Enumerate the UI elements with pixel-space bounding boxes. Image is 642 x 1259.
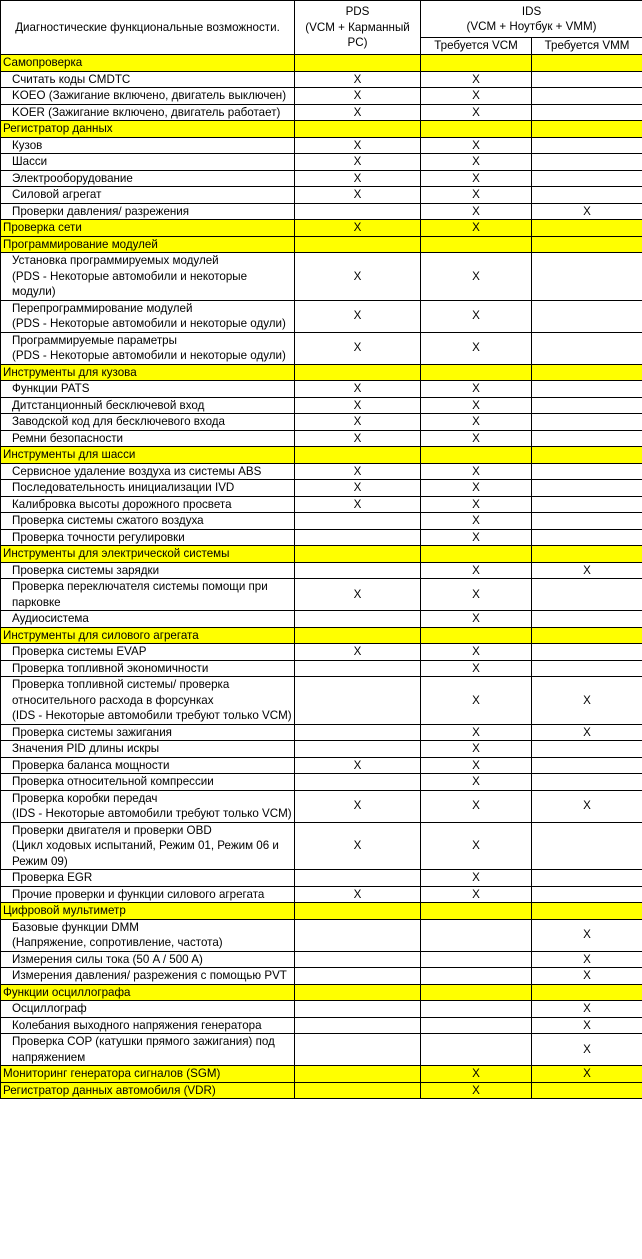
vmm-mark [532, 822, 642, 870]
table-row [1, 154, 642, 171]
vcm-mark: X [421, 480, 532, 497]
feature-name: Проверка относительной компрессии [1, 774, 295, 791]
table-row [1, 170, 642, 187]
table-row [1, 822, 642, 870]
pds-mark [295, 984, 421, 1001]
table-row [1, 757, 642, 774]
pds-mark [295, 903, 421, 920]
vcm-mark: X [421, 579, 532, 611]
vmm-mark [532, 236, 642, 253]
table-row [1, 104, 642, 121]
vcm-mark: X [421, 104, 532, 121]
feature-name: Считать коды CMDTC [1, 71, 295, 88]
vcm-mark: X [421, 71, 532, 88]
vcm-mark: X [421, 513, 532, 530]
table-row [1, 790, 642, 822]
pds-mark: X [295, 170, 421, 187]
section-row [1, 546, 642, 563]
vmm-mark [532, 397, 642, 414]
table-header [1, 1, 642, 55]
vmm-mark [532, 381, 642, 398]
pds-mark: X [295, 496, 421, 513]
table-row [1, 1017, 642, 1034]
table-row [1, 579, 642, 611]
vmm-mark [532, 121, 642, 138]
vcm-mark: X [421, 381, 532, 398]
vmm-mark: X [532, 562, 642, 579]
pds-mark [295, 447, 421, 464]
table-row [1, 463, 642, 480]
feature-name: Перепрограммирование модулей (PDS - Некоторые автомобили и некоторые одули) [1, 300, 295, 332]
vmm-mark [532, 55, 642, 72]
feature-column-header: Диагностические функциональные возможности. [1, 1, 295, 55]
feature-name: Осциллограф [1, 1001, 295, 1018]
table-row [1, 381, 642, 398]
table-row [1, 611, 642, 628]
vmm-mark [532, 430, 642, 447]
feature-name: Программируемые параметры (PDS - Некоторые автомобили и некоторые одули) [1, 332, 295, 364]
vcm-mark: X [421, 529, 532, 546]
vmm-mark [532, 104, 642, 121]
pds-mark [295, 919, 421, 951]
pds-mark: X [295, 187, 421, 204]
table-row [1, 724, 642, 741]
vmm-mark: X [532, 677, 642, 725]
section-title: Самопроверка [1, 55, 295, 72]
vmm-mark [532, 660, 642, 677]
feature-name: Проверка системы сжатого воздуха [1, 513, 295, 530]
table-row [1, 300, 642, 332]
vmm-mark [532, 870, 642, 887]
section-row [1, 903, 642, 920]
vmm-mark [532, 414, 642, 431]
ids-column-header: IDS (VCM + Ноутбук + VMM) [421, 1, 642, 38]
feature-name: KOER (Зажигание включено, двигатель работает) [1, 104, 295, 121]
pds-mark: X [295, 414, 421, 431]
vmm-mark [532, 71, 642, 88]
feature-name: Проверки давления/ разрежения [1, 203, 295, 220]
table-row [1, 397, 642, 414]
vcm-required-header: Требуется VCM [421, 38, 532, 55]
vmm-mark: X [532, 790, 642, 822]
pds-mark [295, 660, 421, 677]
vmm-mark [532, 546, 642, 563]
vcm-mark [421, 968, 532, 985]
section-title: Регистратор данных [1, 121, 295, 138]
pds-mark [295, 1082, 421, 1099]
table-row [1, 203, 642, 220]
table-row [1, 1001, 642, 1018]
pds-mark: X [295, 430, 421, 447]
pds-mark: X [295, 253, 421, 301]
pds-mark [295, 236, 421, 253]
vmm-mark: X [532, 919, 642, 951]
feature-name: Проверка топливной системы/ проверка относительного расхода в форсунках (IDS - Некоторые автомобили требуют только VCM) [1, 677, 295, 725]
pds-mark [295, 562, 421, 579]
vcm-mark [421, 55, 532, 72]
pds-mark [295, 724, 421, 741]
feature-name: Проверка баланса мощности [1, 757, 295, 774]
feature-name: Сервисное удаление воздуха из системы ABS [1, 463, 295, 480]
vcm-mark: X [421, 220, 532, 237]
feature-name: Установка программируемых модулей (PDS - Некоторые автомобили и некоторые модули) [1, 253, 295, 301]
table-row [1, 137, 642, 154]
feature-name: Электрооборудование [1, 170, 295, 187]
table-row [1, 529, 642, 546]
feature-name: Функции PATS [1, 381, 295, 398]
table-row [1, 774, 642, 791]
vcm-mark: X [421, 88, 532, 105]
vcm-mark: X [421, 741, 532, 758]
vmm-mark [532, 220, 642, 237]
section-title: Цифровой мультиметр [1, 903, 295, 920]
table-row [1, 1034, 642, 1066]
vcm-mark: X [421, 332, 532, 364]
vmm-mark [532, 513, 642, 530]
pds-mark [295, 968, 421, 985]
vcm-mark [421, 447, 532, 464]
pds-mark: X [295, 220, 421, 237]
table-body [1, 55, 642, 1099]
vcm-mark: X [421, 414, 532, 431]
table-row [1, 677, 642, 725]
pds-mark: X [295, 88, 421, 105]
pds-mark [295, 364, 421, 381]
section-row [1, 1066, 642, 1083]
vcm-mark: X [421, 724, 532, 741]
pds-mark [295, 1001, 421, 1018]
vcm-mark: X [421, 137, 532, 154]
pds-mark: X [295, 463, 421, 480]
feature-name: Дитстанционный бесключевой вход [1, 397, 295, 414]
feature-name: Прочие проверки и функции силового агрегата [1, 886, 295, 903]
vmm-mark [532, 154, 642, 171]
table-row [1, 968, 642, 985]
pds-mark [295, 529, 421, 546]
section-row [1, 121, 642, 138]
vcm-mark: X [421, 660, 532, 677]
section-title: Программирование модулей [1, 236, 295, 253]
vmm-mark [532, 137, 642, 154]
vcm-mark [421, 546, 532, 563]
vmm-mark [532, 187, 642, 204]
vcm-mark: X [421, 203, 532, 220]
section-title: Инструменты для кузова [1, 364, 295, 381]
section-title: Регистратор данных автомобиля (VDR) [1, 1082, 295, 1099]
table-row [1, 562, 642, 579]
vmm-mark [532, 579, 642, 611]
table-row [1, 414, 642, 431]
table-row [1, 886, 642, 903]
table-row [1, 644, 642, 661]
feature-name: Проверка EGR [1, 870, 295, 887]
section-row [1, 984, 642, 1001]
vcm-mark: X [421, 496, 532, 513]
pds-mark [295, 677, 421, 725]
pds-mark [295, 513, 421, 530]
vmm-mark [532, 463, 642, 480]
feature-name: Проверка точности регулировки [1, 529, 295, 546]
vcm-mark: X [421, 253, 532, 301]
vmm-mark [532, 480, 642, 497]
feature-name: Заводской код для бесключевого входа [1, 414, 295, 431]
vcm-mark [421, 364, 532, 381]
pds-mark [295, 1034, 421, 1066]
pds-mark: X [295, 790, 421, 822]
vmm-mark [532, 627, 642, 644]
pds-mark [295, 121, 421, 138]
feature-name: Калибровка высоты дорожного просвета [1, 496, 295, 513]
vmm-required-header: Требуется VMM [532, 38, 642, 55]
vmm-mark: X [532, 203, 642, 220]
feature-name: Проверка системы зарядки [1, 562, 295, 579]
pds-mark [295, 741, 421, 758]
vmm-mark [532, 364, 642, 381]
vmm-mark [532, 611, 642, 628]
section-title: Проверка сети [1, 220, 295, 237]
vcm-mark [421, 903, 532, 920]
pds-mark: X [295, 154, 421, 171]
table-row [1, 660, 642, 677]
pds-mark: X [295, 397, 421, 414]
vmm-mark [532, 88, 642, 105]
vmm-mark [532, 170, 642, 187]
pds-mark [295, 203, 421, 220]
vmm-mark [532, 300, 642, 332]
feature-name: Проверка COP (катушки прямого зажигания) под напряжением [1, 1034, 295, 1066]
table-row [1, 951, 642, 968]
vcm-mark: X [421, 822, 532, 870]
table-row [1, 513, 642, 530]
vcm-mark: X [421, 644, 532, 661]
vcm-mark: X [421, 430, 532, 447]
vmm-mark: X [532, 1001, 642, 1018]
pds-mark [295, 627, 421, 644]
feature-name: Проверка системы EVAP [1, 644, 295, 661]
pds-mark: X [295, 644, 421, 661]
section-title: Инструменты для силового агрегата [1, 627, 295, 644]
vcm-mark: X [421, 774, 532, 791]
feature-name: Проверка переключателя системы помощи при парковке [1, 579, 295, 611]
pds-mark: X [295, 886, 421, 903]
vcm-mark: X [421, 611, 532, 628]
feature-name: Проверки двигателя и проверки OBD (Цикл ходовых испытаний, Режим 01, Режим 06 и Режим 09) [1, 822, 295, 870]
feature-name: Проверка топливной экономичности [1, 660, 295, 677]
vcm-mark: X [421, 170, 532, 187]
pds-mark: X [295, 381, 421, 398]
vcm-mark: X [421, 1066, 532, 1083]
table-row [1, 870, 642, 887]
vmm-mark: X [532, 951, 642, 968]
table-row [1, 919, 642, 951]
table-row [1, 71, 642, 88]
vmm-mark: X [532, 724, 642, 741]
pds-mark: X [295, 332, 421, 364]
feature-name: Последовательность инициализации IVD [1, 480, 295, 497]
vcm-mark: X [421, 677, 532, 725]
feature-name: Силовой агрегат [1, 187, 295, 204]
vcm-mark [421, 1017, 532, 1034]
vcm-mark [421, 919, 532, 951]
vmm-mark [532, 1082, 642, 1099]
section-title: Функции осциллографа [1, 984, 295, 1001]
vmm-mark [532, 644, 642, 661]
vcm-mark: X [421, 1082, 532, 1099]
pds-mark: X [295, 757, 421, 774]
feature-name: KOEO (Зажигание включено, двигатель выключен) [1, 88, 295, 105]
table-row [1, 741, 642, 758]
vcm-mark [421, 236, 532, 253]
section-row [1, 447, 642, 464]
vcm-mark: X [421, 870, 532, 887]
table-row [1, 496, 642, 513]
pds-mark [295, 870, 421, 887]
vmm-mark [532, 447, 642, 464]
vmm-mark [532, 741, 642, 758]
table-row [1, 480, 642, 497]
vcm-mark: X [421, 154, 532, 171]
vmm-mark [532, 332, 642, 364]
section-title: Инструменты для электрической системы [1, 546, 295, 563]
feature-name: Проверка системы зажигания [1, 724, 295, 741]
pds-column-header: PDS (VCM + Карманный PC) [295, 1, 421, 55]
pds-mark: X [295, 579, 421, 611]
vmm-mark [532, 984, 642, 1001]
pds-mark: X [295, 104, 421, 121]
pds-mark: X [295, 137, 421, 154]
pds-mark [295, 1066, 421, 1083]
pds-mark [295, 546, 421, 563]
feature-name: Проверка коробки передач (IDS - Некоторые автомобили требуют только VCM) [1, 790, 295, 822]
vmm-mark [532, 253, 642, 301]
feature-name: Измерения давления/ разрежения с помощью PVT [1, 968, 295, 985]
pds-mark [295, 611, 421, 628]
vmm-mark: X [532, 968, 642, 985]
pds-mark: X [295, 480, 421, 497]
section-title: Мониторинг генератора сигналов (SGM) [1, 1066, 295, 1083]
vcm-mark [421, 951, 532, 968]
feature-name: Колебания выходного напряжения генератора [1, 1017, 295, 1034]
section-row [1, 220, 642, 237]
vmm-mark [532, 757, 642, 774]
pds-mark [295, 951, 421, 968]
section-title: Инструменты для шасси [1, 447, 295, 464]
vcm-mark [421, 1034, 532, 1066]
vcm-mark: X [421, 187, 532, 204]
table-row [1, 88, 642, 105]
vcm-mark [421, 1001, 532, 1018]
vmm-mark [532, 903, 642, 920]
feature-name: Базовые функции DMM (Напряжение, сопротивление, частота) [1, 919, 295, 951]
pds-mark: X [295, 822, 421, 870]
vmm-mark: X [532, 1066, 642, 1083]
pds-mark [295, 774, 421, 791]
pds-mark: X [295, 71, 421, 88]
feature-name: Аудиосистема [1, 611, 295, 628]
vcm-mark: X [421, 562, 532, 579]
table-row [1, 253, 642, 301]
table-row [1, 187, 642, 204]
section-row [1, 627, 642, 644]
vcm-mark: X [421, 886, 532, 903]
vcm-mark: X [421, 463, 532, 480]
feature-name: Измерения силы тока (50 A / 500 A) [1, 951, 295, 968]
pds-mark: X [295, 300, 421, 332]
vmm-mark [532, 496, 642, 513]
vcm-mark: X [421, 397, 532, 414]
section-row [1, 55, 642, 72]
vmm-mark [532, 774, 642, 791]
vcm-mark [421, 627, 532, 644]
feature-name: Шасси [1, 154, 295, 171]
section-row [1, 236, 642, 253]
feature-name: Значения PID длины искры [1, 741, 295, 758]
vmm-mark: X [532, 1034, 642, 1066]
vcm-mark: X [421, 757, 532, 774]
vcm-mark [421, 121, 532, 138]
table-row [1, 430, 642, 447]
feature-name: Ремни безопасности [1, 430, 295, 447]
feature-name: Кузов [1, 137, 295, 154]
section-row [1, 364, 642, 381]
table-row [1, 332, 642, 364]
section-row [1, 1082, 642, 1099]
vmm-mark [532, 886, 642, 903]
vmm-mark [532, 529, 642, 546]
vmm-mark: X [532, 1017, 642, 1034]
vcm-mark: X [421, 790, 532, 822]
vcm-mark [421, 984, 532, 1001]
pds-mark [295, 1017, 421, 1034]
pds-mark [295, 55, 421, 72]
vcm-mark: X [421, 300, 532, 332]
